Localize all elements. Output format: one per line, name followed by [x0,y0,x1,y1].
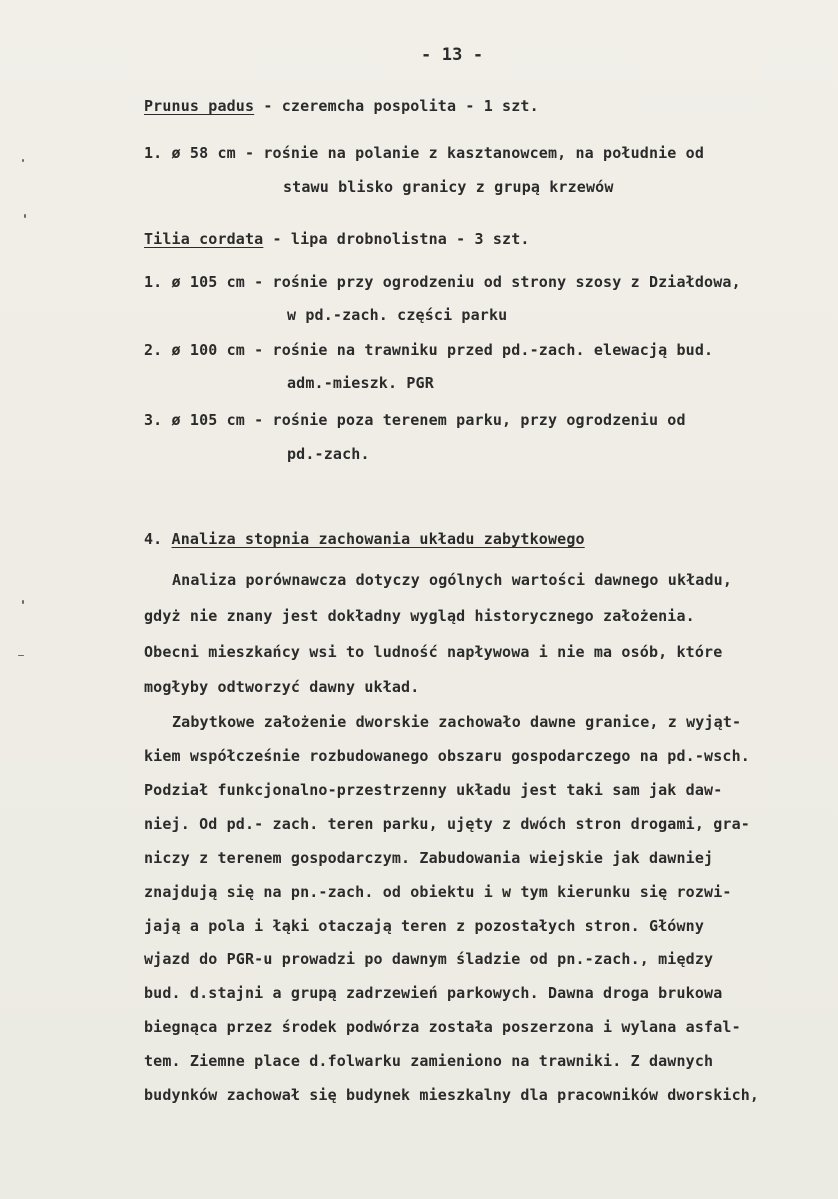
paragraph-line: kiem współcześnie rozbudowanego obszaru gospodarczego na pd.-wsch. [144,747,750,765]
tree-entry-line: adm.-mieszk. PGR [287,374,434,392]
margin-mark [22,159,24,162]
species-common-name: - czeremcha pospolita - 1 szt. [254,97,539,115]
margin-mark [18,655,24,656]
margin-mark [22,600,24,604]
tree-entry-line: pd.-zach. [287,445,370,463]
section-heading [144,529,585,549]
paragraph-line: Analiza porównawcza dotyczy ogólnych wartości dawnego układu, [172,571,733,589]
tree-entry-line: 1. ø 58 cm - rośnie na polanie z kasztanowcem, na południe od [144,144,705,162]
paragraph-line: Podział funkcjonalno-przestrzenny układu jest taki sam jak daw- [144,781,723,799]
tree-entry-line: stawu blisko granicy z grupą krzewów [283,178,614,196]
paragraph-line: tem. Ziemne place d.folwarku zamieniono na trawniki. Z dawnych [144,1052,714,1070]
species-latin-name: Tilia cordata [144,230,264,248]
section-number: 4. [144,530,172,548]
paragraph-line: bud. d.stajni a grupą zadrzewień parkowych. Dawna droga brukowa [144,984,723,1002]
species-latin-name: Prunus padus [144,97,255,115]
paragraph-line: jają a pola i łąki otaczają teren z pozostałych stron. Główny [144,917,705,935]
species-heading-tilia [144,229,530,249]
paragraph-line: gdyż nie znany jest dokładny wygląd historycznego założenia. [144,607,695,625]
paragraph-line: budynków zachował się budynek mieszkalny dla pracowników dworskich, [144,1086,760,1104]
paragraph-line: wjazd do PGR-u prowadzi po dawnym śladzie od pn.-zach., między [144,950,714,968]
tree-entry-line: w pd.-zach. części parku [287,306,508,324]
species-heading-prunus [144,96,539,116]
species-common-name: - lipa drobnolistna - 3 szt. [263,230,530,248]
tree-entry-line: 2. ø 100 cm - rośnie na trawniku przed pd.-zach. elewacją bud. [144,341,714,359]
paragraph-line: biegnąca przez środek podwórza została poszerzona i wylana asfal- [144,1018,741,1036]
page-number: - 13 - [421,45,484,65]
paragraph-line: mogłyby odtworzyć dawny układ. [144,678,420,696]
tree-entry-line: 3. ø 105 cm - rośnie poza terenem parku, przy ogrodzeniu od [144,411,686,429]
paragraph-line: Zabytkowe założenie dworskie zachowało dawne granice, z wyjąt- [172,713,742,731]
paragraph-line: niczy z terenem gospodarczym. Zabudowania wiejskie jak dawniej [144,849,714,867]
paragraph-line: niej. Od pd.- zach. teren parku, ujęty z dwóch stron drogami, gra- [144,815,750,833]
tree-entry-line: 1. ø 105 cm - rośnie przy ogrodzeniu od strony szosy z Działdowa, [144,273,741,291]
margin-mark [24,214,26,218]
section-title: Analiza stopnia zachowania układu zabytkowego [171,530,585,548]
paragraph-line: Obecni mieszkańcy wsi to ludność napływowa i nie ma osób, które [144,643,723,661]
paragraph-line: znajdują się na pn.-zach. od obiektu i w tym kierunku się rozwi- [144,883,732,901]
